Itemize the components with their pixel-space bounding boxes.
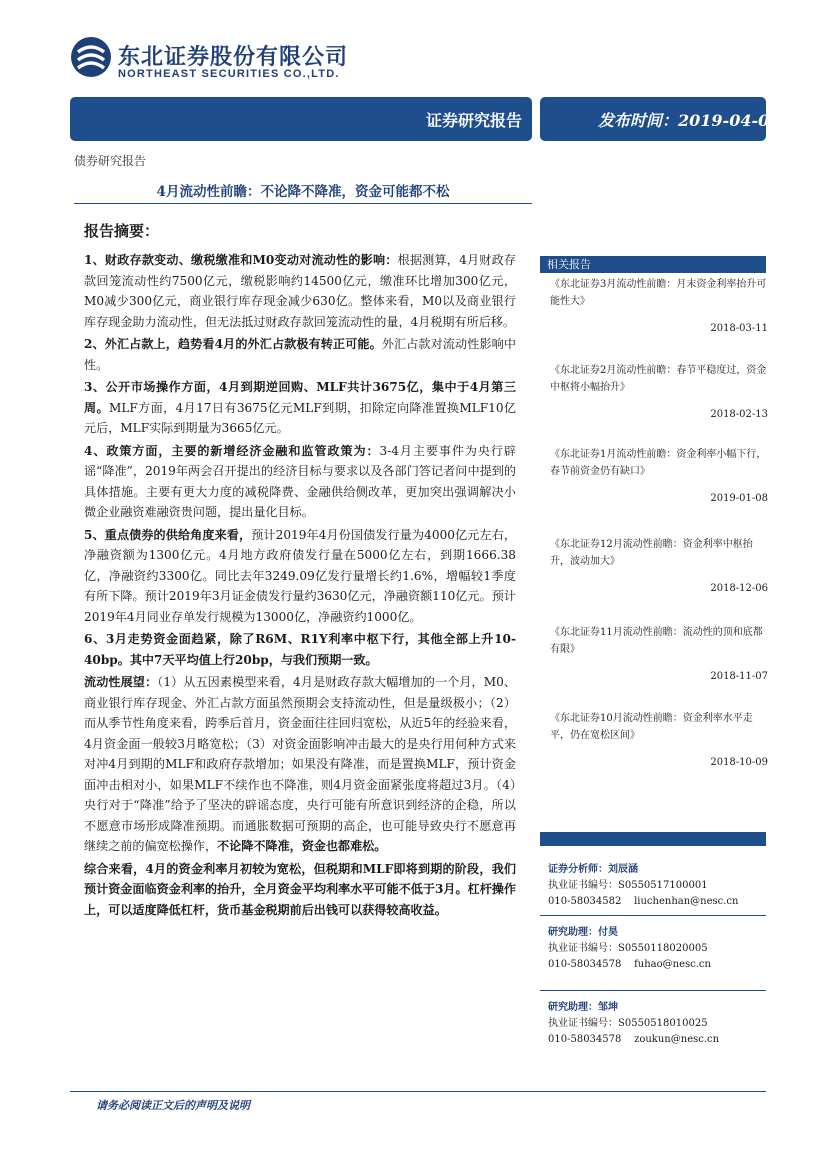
analyst-role: 研究助理：邹坤 [548, 1002, 618, 1013]
analyst-section-bar [540, 832, 766, 846]
related-report[interactable] [550, 536, 768, 597]
paragraph-tail: 不论降不降准，资金也都难松。 [217, 839, 387, 853]
related-report-title: 《东北证券3月流动性前瞻：月末资金利率抬升可能性大》 [550, 279, 767, 307]
analyst-card [548, 862, 768, 910]
paragraph [84, 250, 516, 332]
summary-heading: 报告摘要： [84, 222, 160, 240]
analyst-cert: 执业证书编号：S0550118020005 [548, 943, 708, 954]
related-report-date: 2018-10-09 [710, 757, 768, 768]
paragraph-lead: 2、外汇占款上，趋势看4月的外汇占款极有转正可能。 [84, 337, 382, 351]
footer-disclaimer: 请务必阅读正文后的声明及说明 [96, 1099, 250, 1112]
paragraph-lead: 5、重点债券的供给角度来看， [84, 527, 252, 542]
related-report-title: 《东北证券11月流动性前瞻：流动性的顶和底都有限》 [550, 627, 763, 655]
paragraph [84, 859, 516, 921]
title-divider [74, 203, 532, 204]
paragraph-lead: 综合来看，4月的资金利率月初较为宽松，但税期和MLF即将到期的阶段，我们预计资金面临资金利率的抬升，全月资金平均利率水平可能不低于3月。杠杆操作上，可以适度降低杠杆，货币基金税期前后出钱可以获得较高收益。 [84, 861, 516, 917]
related-report-title: 《东北证券12月流动性前瞻：资金利率中枢抬升，波动加大》 [550, 539, 753, 567]
paragraph-lead: 3、公开市场操作方面，4月到期逆回购、MLF共计3675亿，集中于4月第三周。 [84, 380, 516, 415]
related-report-date: 2018-12-06 [710, 583, 768, 594]
publish-date-text [598, 108, 780, 131]
analyst-card [548, 1000, 768, 1048]
paragraph-text: 根据测算，4月财政存款回笼流动性约7500亿元，缴税影响约14500亿元，缴准环比增加300亿元，M0减少300亿元，商业银行库存现金减少630亿。整体来看，M0以及商业银行库存现金助力流动性，但无法抵过财政存款回笼流动性的量，4月税期有所后移。 [84, 253, 516, 329]
company-name-cn: 东北证券股份有限公司 [118, 45, 349, 70]
analyst-contact[interactable]: 010-58034578 fuhao@nesc.cn [548, 959, 711, 970]
paragraph-lead: 1、财政存款变动、缴税缴准和M0变动对流动性的影响： [84, 253, 398, 267]
related-report-title: 《东北证券2月流动性前瞻：春节平稳度过，资金中枢将小幅抬升》 [550, 365, 767, 393]
report-type: 债券研究报告 [74, 154, 147, 168]
paragraph-lead: 4、政策方面，主要的新增经济金融和监管政策为： [84, 443, 380, 458]
analyst-role: 证券分析师：刘辰涵 [548, 864, 638, 875]
paragraph [84, 441, 516, 523]
report-category-banner [70, 97, 532, 141]
report-category-label: 证券研究报告 [425, 111, 522, 130]
analyst-divider [540, 915, 766, 916]
analyst-cert: 执业证书编号：S0550517100001 [548, 880, 708, 891]
analyst-cert: 执业证书编号：S0550518010025 [548, 1018, 708, 1029]
related-report[interactable] [550, 624, 768, 685]
related-report-title: 《东北证券10月流动性前瞻：资金利率水平走平，仍在宽松区间》 [550, 713, 753, 741]
related-report-title: 《东北证券1月流动性前瞻：资金利率小幅下行，春节前资金仍有缺口》 [550, 449, 767, 477]
analyst-role: 研究助理：付昊 [548, 927, 618, 938]
analyst-contact[interactable]: 010-58034578 zoukun@nesc.cn [548, 1034, 720, 1045]
paragraph-lead: 6、3月走势资金面趋紧，除了R6M、R1Y利率中枢下行，其他全部上升10-40bp。其中7天平均值上行20bp，与我们预期一致。 [84, 632, 516, 667]
report-title: 4月流动性前瞻：不论降不降准，资金可能都不松 [156, 184, 450, 200]
analyst-contact[interactable]: 010-58034582 liuchenhan@nesc.cn [548, 896, 739, 907]
related-report-date: 2019-01-08 [710, 493, 768, 504]
analyst-card [548, 925, 768, 973]
paragraph [84, 334, 516, 375]
analyst-divider [540, 990, 766, 991]
paragraph [84, 672, 516, 857]
summary-body [84, 250, 516, 922]
company-name-en: NORTHEAST SECURITIES CO.,LTD. [118, 68, 340, 80]
related-reports-heading: 相关报告 [540, 256, 766, 273]
related-report[interactable] [550, 446, 768, 507]
paragraph [84, 629, 516, 670]
footer-divider [70, 1091, 766, 1092]
paragraph-text: MLF方面，4月17日有3675亿元MLF到期，扣除定向降准置换MLF10亿元后，MLF实际到期量为3665亿元。 [84, 400, 516, 435]
paragraph-text: 预计2019年4月份国债发行量为4000亿元左右，净融资额为1300亿元。4月地方政府债发行量在5000亿左右，到期1666.38亿，净融资约3300亿。同比去年3249.09亿发行量增长约1.6%，增幅较1季度有所下降。预计2019年3月证金债发行量约3630亿元，净融资额110亿元。预计2019年4月同业存单发行规模为13000亿，净融资约1000亿。 [84, 527, 516, 624]
related-report[interactable] [550, 362, 768, 423]
publish-date-banner [540, 97, 781, 141]
related-report-date: 2018-03-11 [710, 323, 768, 334]
paragraph [84, 525, 516, 628]
related-report[interactable] [550, 710, 768, 771]
publish-label: 发布时间： [598, 111, 679, 130]
paragraph-text: （1）从五因素模型来看，4月是财政存款大幅增加的一个月，M0、商业银行库存现金、外汇占款方面虽然预期会支持流动性，但是量级极小；（2）而从季节性角度来看，跨季后首月，资金面往往回归宽松，从近5年的经验来看，4月资金面一般较3月略宽松；（3）对资金面影响冲击最大的是央行用何种方式来对冲4月到期的MLF和政府存款增加；如果没有降准，而是置换MLF，预计资金面冲击相对小，如果MLF不续作也不降准，则4月资金面紧张度将超过3月。（4）央行对于“降准”给予了坚决的辟谣态度，央行可能有所意识到经济的企稳，所以不愿意市场形成降准预期。而通胀数据可预期的高企，也可能导致央行不愿意再继续之前的偏宽松操作， [84, 675, 516, 853]
related-report-date: 2018-11-07 [710, 671, 768, 682]
company-logo-icon [70, 36, 112, 78]
paragraph [84, 377, 516, 439]
paragraph-lead: 流动性展望： [84, 675, 158, 689]
related-report-date: 2018-02-13 [710, 409, 768, 420]
related-report[interactable] [550, 276, 768, 337]
paragraph-text: 3-4月主要事件为央行辟谣“降准”，2019年两会召开提出的经济目标与要求以及各部门答记者问中提到的具体措施。主要有更大力度的减税降费、金融供给侧改革，更加突出强调解决小微企业融资难融资贵问题，提出量化目标。 [84, 443, 516, 519]
publish-date: 2019-04-05 [678, 111, 781, 130]
paragraph-text: 外汇占款对流动性影响中性。 [84, 337, 516, 372]
